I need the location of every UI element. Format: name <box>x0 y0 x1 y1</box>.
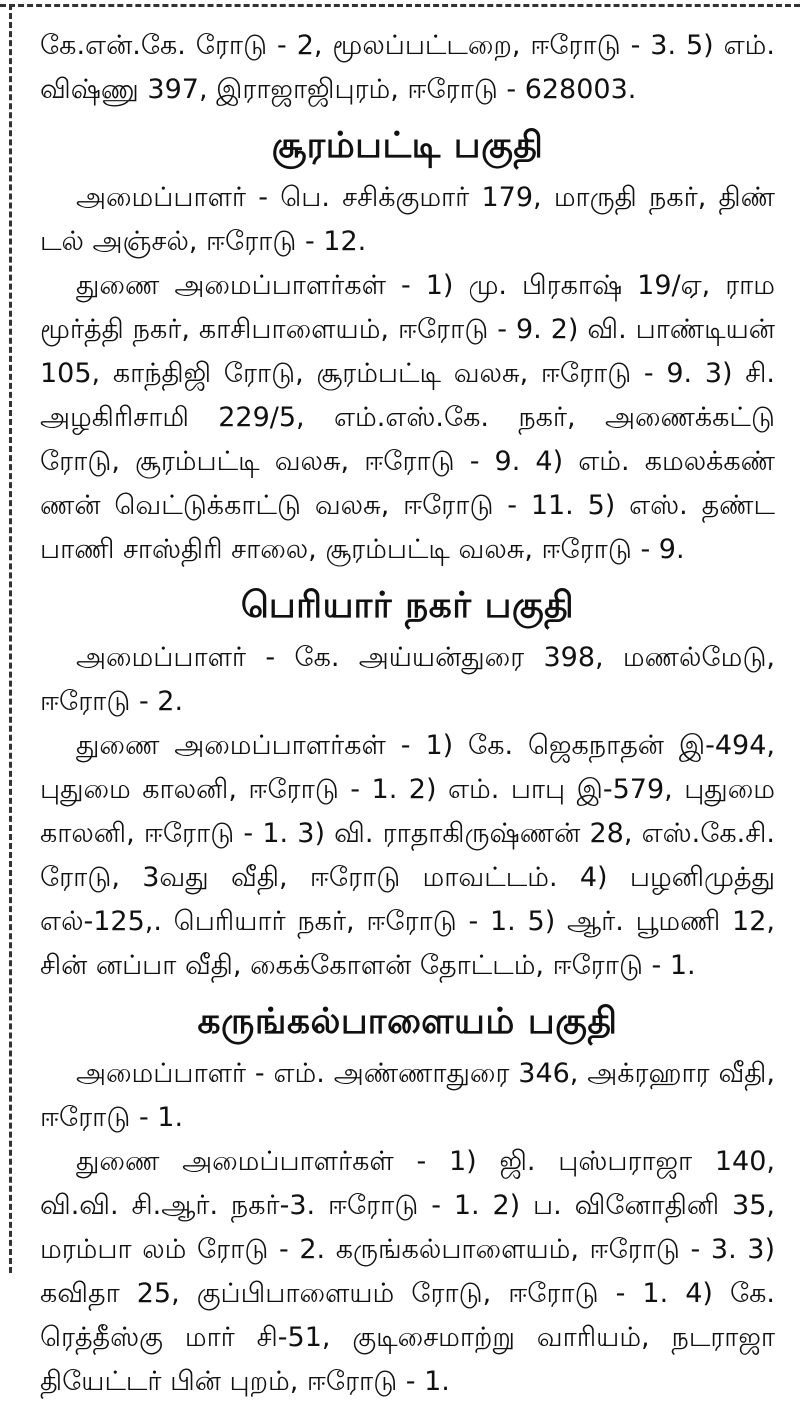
deputies-paragraph: துணை அமைப்பாளர்கள் - 1) ஜி. புஸ்பராஜா 140, வி.வி. சி.ஆர். நகர்-3. ஈரோடு - 1. 2) ப. வினோதினி 35, மரம்பா லம் ரோடு - 2. கருங்கல்பாளையம், ஈரோடு - 3. 3) கவிதா 25, குப்பிபாளையம் ரோடு, ஈரோடு - 1. 4) கே. ரெத்தீஸ்கு மார் சி-51, குடிசைமாற்று வாரியம், நடராஜா தியேட்டர் பின் புறம், ஈரோடு - 1. <box>40 1146 775 1397</box>
document-column <box>40 24 775 1404</box>
section-heading: சூரம்பட்டி பகுதி <box>271 125 544 166</box>
intro-paragraph: கே.என்.கே. ரோடு - 2, மூலப்பட்டறை, ஈரோடு - 3. 5) எம். விஷ்ணு 397, இராஜாஜிபுரம், ஈரோடு - 628003. <box>40 30 775 105</box>
section-heading: கருங்கல்பாளையம் பகுதி <box>197 1001 618 1042</box>
organizer-paragraph: அமைப்பாளர் - எம். அண்ணாதுரை 346, அக்ரஹார வீதி, ஈரோடு - 1. <box>40 1058 775 1133</box>
dashed-border-left <box>9 4 12 1273</box>
section-karungalpalayam <box>40 994 775 1404</box>
deputies-paragraph: துணை அமைப்பாளர்கள் - 1) கே. ஜெகநாதன் இ-494, புதுமை காலனி, ஈரோடு - 1. 2) எம். பாபு இ-579, புதுமை காலனி, ஈரோடு - 1. 3) வி. ராதாகிருஷ்ணன் 28, எஸ்.கே.சி. ரோடு, 3வது வீதி, ஈரோடு மாவட்டம். 4) பழனிமுத்து எல்-125,. பெரியார் நகர், ஈரோடு - 1. 5) ஆர். பூமணி 12, சின் னப்பா வீதி, கைக்கோளன் தோட்டம், ஈரோடு - 1. <box>40 730 775 981</box>
organizer-paragraph: அமைப்பாளர் - கே. அய்யன்துரை 398, மணல்மேடு, ஈரோடு - 2. <box>40 642 775 717</box>
dashed-border-top <box>0 4 800 7</box>
section-soorampatti <box>40 118 775 572</box>
deputies-paragraph: துணை அமைப்பாளர்கள் - 1) மு. பிரகாஷ் 19/ஏ, ராம மூர்த்தி நகர், காசிபாளையம், ஈரோடு - 9. 2) வி. பாண்டியன் 105, காந்திஜி ரோடு, சூரம்பட்டி வலசு, ஈரோடு - 9. 3) சி. அழகிரிசாமி 229/5, எம்.எஸ்.கே. நகர், அணைக்கட்டு ரோடு, சூரம்பட்டி வலசு, ஈரோடு - 9. 4) எம். கமலக்கண் ணன் வெட்டுக்காட்டு வலசு, ஈரோடு - 11. 5) எஸ். தண்ட பாணி சாஸ்திரி சாலை, சூரம்பட்டி வலசு, ஈரோடு - 9. <box>40 270 775 565</box>
section-periyar-nagar <box>40 578 775 988</box>
section-heading: பெரியார் நகர் பகுதி <box>240 585 575 626</box>
organizer-paragraph: அமைப்பாளர் - பெ. சசிக்குமார் 179, மாருதி நகர், திண் டல் அஞ்சல், ஈரோடு - 12. <box>40 182 775 257</box>
